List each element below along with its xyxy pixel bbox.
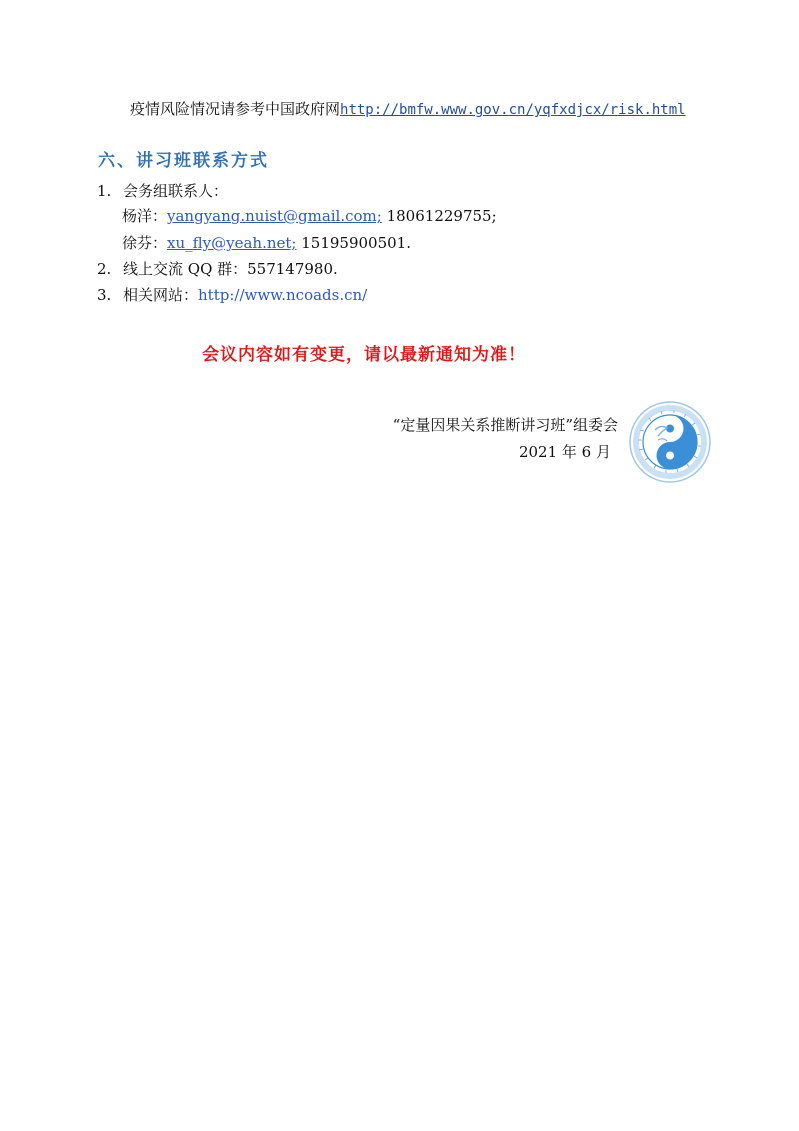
contact-phone: 15195900501. (296, 234, 411, 252)
contact-email-link[interactable]: yangyang.nuist@gmail.com; (167, 207, 382, 225)
qq-group-text: 线上交流 QQ 群：557147980. (123, 260, 338, 278)
contact-phone: 18061229755; (381, 207, 497, 225)
signature-org: “定量因果关系推断讲习班”组委会 (392, 416, 618, 434)
contact-name: 杨洋： (122, 207, 168, 225)
yin-yang-seal-icon (628, 400, 712, 484)
list-item-2 (97, 259, 338, 279)
list-item-3 (97, 285, 367, 305)
list-item-number: 1. (97, 182, 112, 200)
list-item-number: 3. (97, 286, 112, 304)
website-link[interactable]: http://www.ncoads.cn/ (198, 286, 368, 304)
contact-label: 会务组联系人： (123, 182, 229, 200)
website-label: 相关网站： (123, 286, 199, 304)
notice-text: 会议内容如有变更，请以最新通知为准！ (202, 345, 526, 365)
section-heading: 六、讲习班联系方式 (98, 151, 269, 171)
risk-note (130, 99, 686, 120)
risk-link[interactable]: http://bmfw.www.gov.cn/yqfxdjcx/risk.html (340, 102, 686, 118)
contact-email-link[interactable]: xu_fly@yeah.net; (167, 234, 297, 252)
risk-note-text: 疫情风险情况请参考中国政府网 (130, 100, 341, 118)
contact-row-1 (122, 206, 497, 226)
contact-name: 徐芬： (122, 234, 168, 252)
list-item-number: 2. (97, 260, 112, 278)
contact-row-2 (122, 233, 411, 253)
signature-date: 2021 年 6 月 (518, 443, 611, 461)
list-item-1 (97, 181, 228, 201)
